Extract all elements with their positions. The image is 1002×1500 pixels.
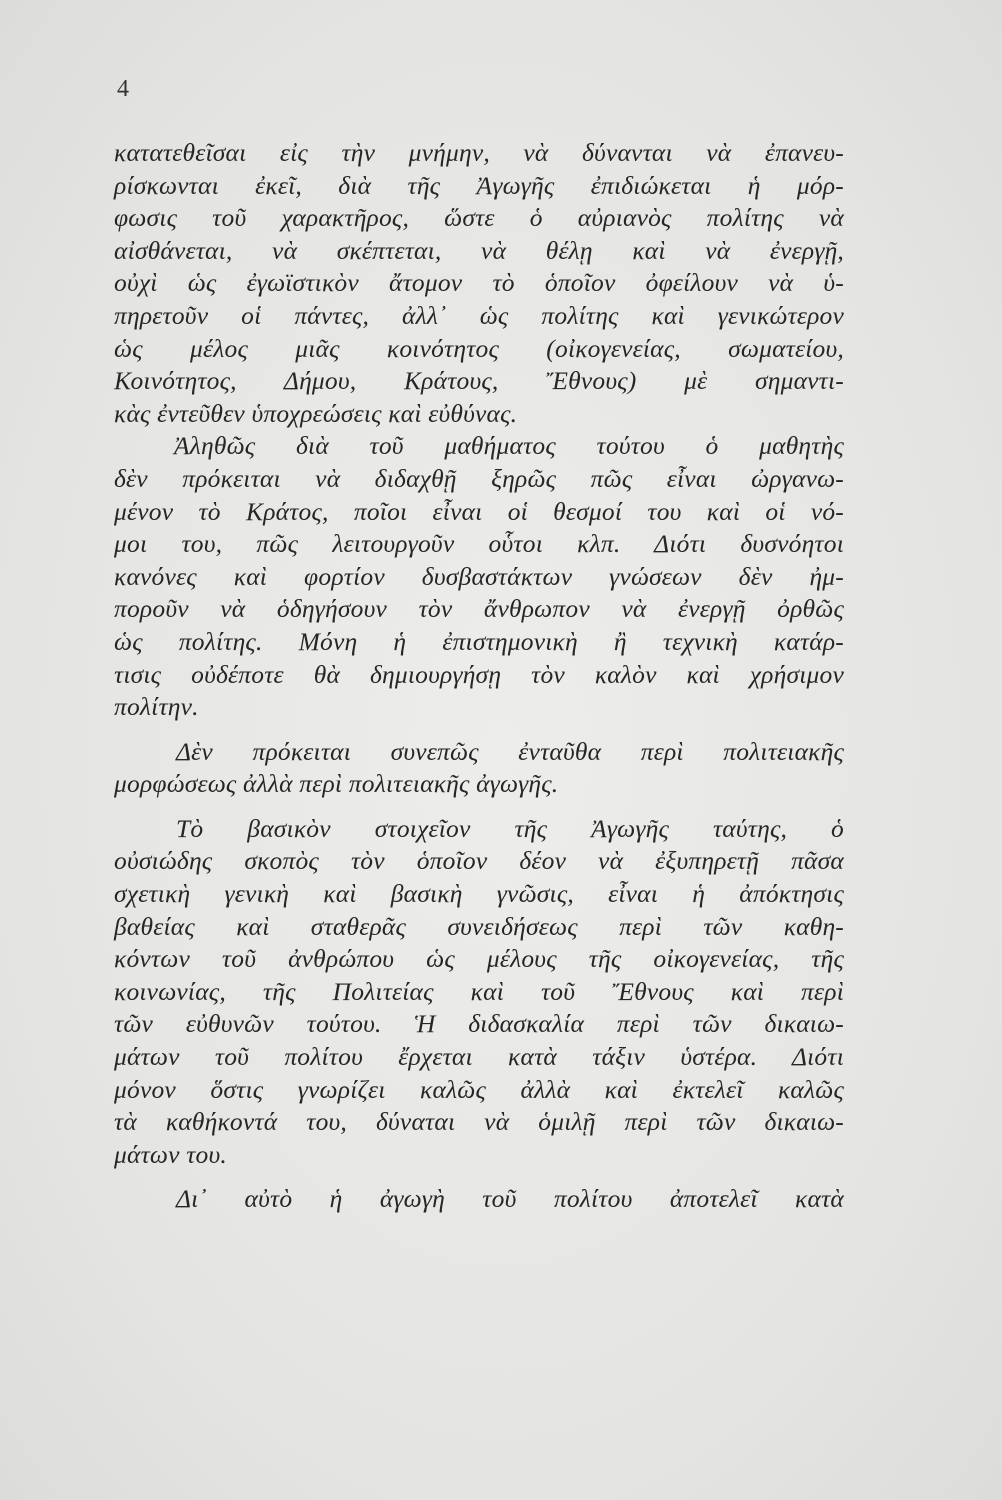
text-line: κὰς ἐντεῦθεν ὑποχρεώσεις καὶ εὐθύνας.	[114, 398, 518, 428]
page-number: 4	[117, 76, 129, 102]
text-line: πηρετοῦν οἱ πάντες, ἀλλ᾿ ὡς πολίτης καὶ γενικώτερον	[114, 300, 844, 330]
text-line: κατατεθεῖσαι εἰς τὴν μνήμην, νὰ δύνανται νὰ ἐπανευ-	[114, 138, 844, 167]
text-line: Κοινότητος, Δήμου, Κράτους, Ἔθνους) μὲ σημαντι-	[114, 366, 844, 396]
paragraph-start: Τὸ βασικὸν στοιχεῖον τῆς Ἀγωγῆς ταύτης, ὁ	[176, 813, 844, 843]
text-line: πολίτην.	[114, 692, 199, 722]
text-line: ρίσκωνται ἐκεῖ, διὰ τῆς Ἀγωγῆς ἐπιδιώκεται ἡ μόρ-	[114, 170, 844, 200]
text-line: κανόνες καὶ φορτίον δυσβαστάκτων γνώσεων δὲν ἠμ-	[114, 561, 844, 591]
text-line: τὰ καθήκοντά του, δύναται νὰ ὁμιλῇ περὶ τῶν δικαιω-	[114, 1107, 844, 1137]
text-line: μοι του, πῶς λειτουργοῦν οὗτοι κλπ. Διότι δυσνόητοι	[114, 529, 844, 559]
text-line: μορφώσεως ἀλλὰ περὶ πολιτειακῆς ἀγωγῆς.	[114, 769, 559, 799]
text-line: αἰσθάνεται, νὰ σκέπτεται, νὰ θέλῃ καὶ νὰ ἐνεργῇ,	[114, 235, 844, 265]
text-line: σχετικὴ γενικὴ καὶ βασικὴ γνῶσις, εἶναι ἡ ἀπόκτησις	[114, 879, 844, 909]
text-line: δὲν πρόκειται νὰ διδαχθῇ ξηρῶς πῶς εἶναι ὠργανω-	[114, 463, 844, 493]
paragraph-start: Δι᾿ αὐτὸ ἡ ἀγωγὴ τοῦ πολίτου ἀποτελεῖ κατὰ	[176, 1184, 844, 1214]
text-line: φωσις τοῦ χαρακτῆρος, ὥστε ὁ αὐριανὸς πολίτης νὰ	[114, 203, 844, 233]
text-line: ποροῦν νὰ ὁδηγήσουν τὸν ἄνθρωπον νὰ ἐνεργῇ ὀρθῶς	[114, 594, 844, 624]
paragraph-start: Δὲν πρόκειται συνεπῶς ἐνταῦθα περὶ πολιτειακῆς	[176, 736, 844, 766]
text-line: μένον τὸ Κράτος, ποῖοι εἶναι οἱ θεσμοί του καὶ οἱ νό-	[114, 496, 844, 526]
text-line: οὐσιώδης σκοπὸς τὸν ὁποῖον δέον νὰ ἐξυπηρετῇ πᾶσα	[114, 846, 844, 876]
text-line: κόντων τοῦ ἀνθρώπου ὡς μέλους τῆς οἰκογενείας, τῆς	[114, 944, 844, 974]
text-line: τῶν εὐθυνῶν τούτου. Ἡ διδασκαλία περὶ τῶν δικαιω-	[114, 1009, 844, 1039]
paragraph-start: Ἀληθῶς διὰ τοῦ μαθήματος τούτου ὁ μαθητὴς	[174, 431, 844, 461]
text-line: τισις οὐδέποτε θὰ δημιουργήσῃ τὸν καλὸν καὶ χρήσιμον	[114, 659, 844, 689]
text-line: ὡς πολίτης. Μόνη ἡ ἐπιστημονικὴ ἢ τεχνικὴ κατάρ-	[114, 626, 844, 656]
text-line: κοινωνίας, τῆς Πολιτείας καὶ τοῦ Ἔθνους καὶ περὶ	[114, 976, 844, 1006]
text-line: οὐχὶ ὡς ἐγωϊστικὸν ἄτομον τὸ ὁποῖον ὀφείλουν νὰ ὑ-	[114, 268, 844, 298]
text-line: μόνον ὅστις γνωρίζει καλῶς ἀλλὰ καὶ ἐκτελεῖ καλῶς	[114, 1074, 844, 1104]
text-line: μάτων τοῦ πολίτου ἔρχεται κατὰ τάξιν ὑστέρα. Διότι	[114, 1042, 844, 1072]
body-text	[114, 137, 844, 1216]
text-line: μάτων του.	[114, 1139, 227, 1169]
text-line: βαθείας καὶ σταθερᾶς συνειδήσεως περὶ τῶν καθη-	[114, 911, 844, 941]
text-line: ὡς μέλος μιᾶς κοινότητος (οἰκογενείας, σωματείου,	[114, 333, 844, 363]
